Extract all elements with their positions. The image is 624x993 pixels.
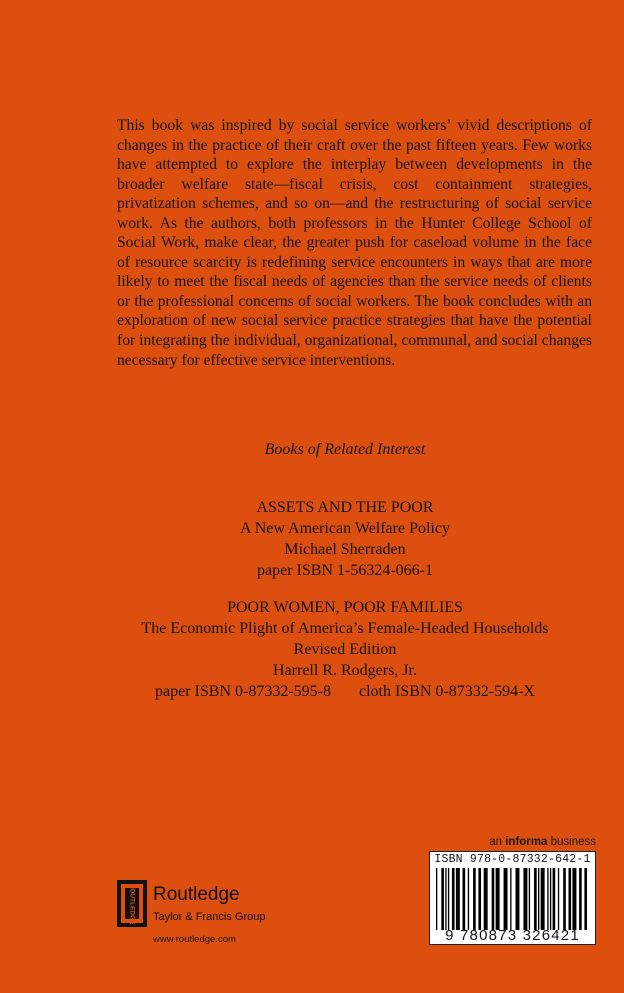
barcode-isbn-label: ISBN 978-0-87332-642-1 <box>434 853 591 866</box>
book-isbn-paper: paper ISBN 0-87332-595-8 <box>155 683 331 700</box>
book-subtitle: The Economic Plight of America’s Female-Headed Households <box>141 620 549 637</box>
barcode-digits: 9 780873 326421 <box>445 927 580 944</box>
book-subtitle: A New American Welfare Policy <box>240 520 450 537</box>
publisher-name: Routledge <box>153 884 240 905</box>
publisher-group: Taylor & Francis Group <box>153 911 266 923</box>
book-isbn-row <box>0 681 624 702</box>
related-book-2 <box>0 597 624 702</box>
back-cover-blurb: This book was inspired by social service workers’ vivid descriptions of changes in the practice of their craft over the past fifteen years. Few works have attempted to explore the interplay between developments in the broader welfare state—fiscal crisis, cost containment strategies, privatization schemes, and so on—and the restructuring of social service work. As the authors, both professors in the Hunter College School of Social Work, make clear, the greater push for caseload volume in the face of resource scarcity is redefining service encounters in ways that are more likely to meet the fiscal needs of agencies than the service needs of clients or the professional concerns of social workers. The book concludes with an exploration of new social service practice strategies that have the potential for integrating the individual, organizational, communal, and social changes necessary for effective service interventions. <box>117 117 592 369</box>
book-title: POOR WOMEN, POOR FAMILIES <box>227 599 463 616</box>
book-title: ASSETS AND THE POOR <box>256 499 434 516</box>
related-books-heading: Books of Related Interest <box>264 441 426 458</box>
publisher-url: www.routledge.com <box>153 934 236 945</box>
book-author: Harrell R. Rodgers, Jr. <box>273 662 417 679</box>
isbn-barcode <box>429 851 596 945</box>
book-isbn-cloth: cloth ISBN 0-87332-594-X <box>358 683 535 700</box>
informa-tagline: an informa business <box>489 836 596 848</box>
related-book-1 <box>0 497 624 581</box>
routledge-logo-icon <box>117 880 147 927</box>
svg-text:ROUTLEDGE: ROUTLEDGE <box>128 883 136 925</box>
book-author: Michael Sherraden <box>284 541 406 558</box>
informa-brand: informa <box>505 836 548 848</box>
barcode-bars <box>436 868 591 930</box>
book-edition: Revised Edition <box>293 641 397 658</box>
book-isbn: paper ISBN 1-56324-066-1 <box>257 562 433 579</box>
